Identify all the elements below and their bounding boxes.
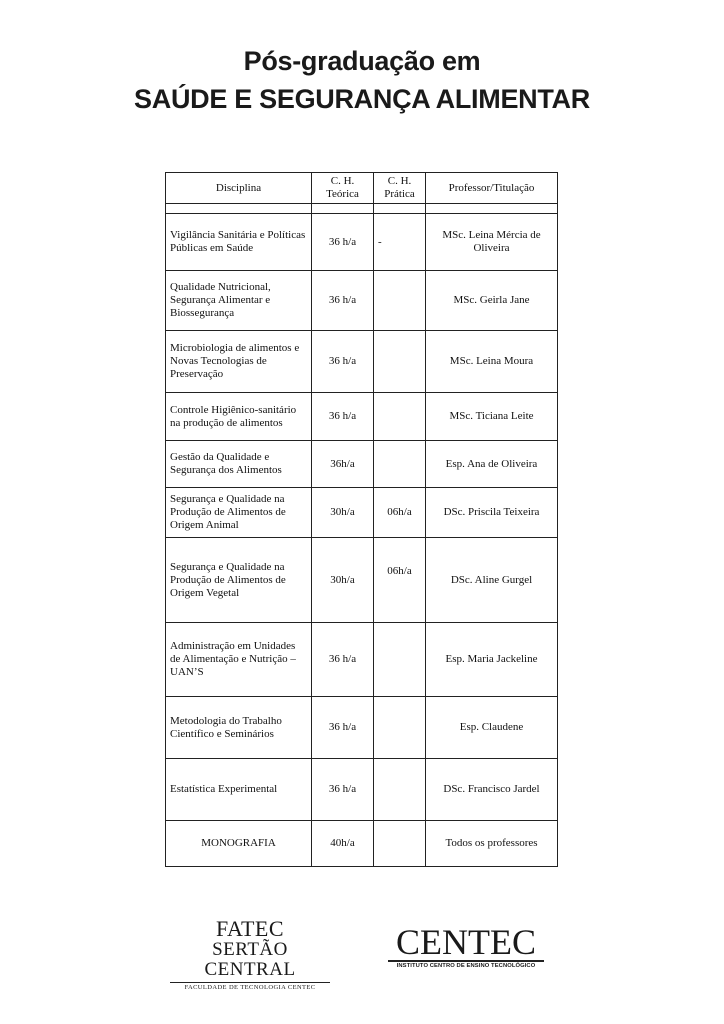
- centec-logo-tagline: INSTITUTO CENTRO DE ENSINO TECNOLÓGICO: [388, 960, 544, 971]
- table-row: [166, 759, 558, 821]
- cell-disciplina: Administração em Unidades de Alimentação e Nutrição – UAN’S: [166, 623, 312, 697]
- centec-logo: [388, 924, 544, 971]
- cell-professor: MSc. Geirla Jane: [426, 271, 558, 331]
- column-header-ch-teorica: C. H. Teórica: [312, 173, 374, 204]
- cell-ch-pratica: 06h/a: [374, 538, 426, 623]
- cell-ch-pratica: 06h/a: [374, 488, 426, 538]
- cell-professor: MSc. Ticiana Leite: [426, 393, 558, 441]
- cell-ch-pratica: [374, 271, 426, 331]
- centec-logo-name: CENTEC: [396, 922, 536, 962]
- curriculum-table: [165, 172, 558, 867]
- cell-disciplina: Qualidade Nutricional, Segurança Alimentar e Biossegurança: [166, 271, 312, 331]
- cell-disciplina: Metodologia do Trabalho Científico e Seminários: [166, 697, 312, 759]
- cell-ch-teorica: 36 h/a: [312, 697, 374, 759]
- cell-ch-pratica: [374, 697, 426, 759]
- cell-professor: DSc. Aline Gurgel: [426, 538, 558, 623]
- fatec-logo: [170, 918, 330, 993]
- cell-disciplina: Vigilância Sanitária e Políticas Públicas em Saúde: [166, 214, 312, 271]
- fatec-logo-name: FATEC: [215, 916, 285, 941]
- cell-professor: Todos os professores: [426, 821, 558, 867]
- cell-professor: DSc. Francisco Jardel: [426, 759, 558, 821]
- cell-ch-pratica: [374, 759, 426, 821]
- cell-disciplina: MONOGRAFIA: [166, 821, 312, 867]
- cell-ch-teorica: 40h/a: [312, 821, 374, 867]
- cell-ch-pratica: [374, 821, 426, 867]
- cell-ch-pratica: [374, 331, 426, 393]
- cell-ch-teorica: 36 h/a: [312, 759, 374, 821]
- table-row: [166, 821, 558, 867]
- cell-ch-teorica: 36 h/a: [312, 623, 374, 697]
- cell-disciplina: Estatística Experimental: [166, 759, 312, 821]
- cell-ch-teorica: 36h/a: [312, 441, 374, 488]
- column-header-professor: Professor/Titulação: [426, 173, 558, 204]
- cell-professor: MSc. Leina Mércia de Oliveira: [426, 214, 558, 271]
- column-header-ch-pratica: C. H. Prática: [374, 173, 426, 204]
- table-row: [166, 488, 558, 538]
- table-row: [166, 538, 558, 623]
- cell-disciplina: Gestão da Qualidade e Segurança dos Alimentos: [166, 441, 312, 488]
- cell-disciplina: Microbiologia de alimentos e Novas Tecnologias de Preservação: [166, 331, 312, 393]
- page-subtitle: SAÚDE E SEGURANÇA ALIMENTAR: [134, 84, 590, 114]
- cell-professor: Esp. Maria Jackeline: [426, 623, 558, 697]
- cell-ch-teorica: 36 h/a: [312, 271, 374, 331]
- fatec-logo-tagline: FACULDADE DE TECNOLOGIA CENTEC: [184, 984, 316, 991]
- column-header-disciplina: Disciplina: [166, 173, 312, 204]
- cell-ch-teorica: 36 h/a: [312, 331, 374, 393]
- cell-ch-pratica: [374, 393, 426, 441]
- cell-ch-teorica: 36 h/a: [312, 214, 374, 271]
- table-row: [166, 271, 558, 331]
- cell-ch-pratica: [374, 623, 426, 697]
- table-row: [166, 623, 558, 697]
- cell-professor: DSc. Priscila Teixeira: [426, 488, 558, 538]
- cell-ch-teorica: 36 h/a: [312, 393, 374, 441]
- table-header-row: [166, 173, 558, 204]
- table-row: [166, 697, 558, 759]
- cell-ch-pratica: -: [374, 214, 426, 271]
- cell-professor: Esp. Ana de Oliveira: [426, 441, 558, 488]
- fatec-logo-campus: SERTÃO CENTRAL: [170, 940, 330, 983]
- table-row: [166, 331, 558, 393]
- cell-professor: Esp. Claudene: [426, 697, 558, 759]
- cell-ch-teorica: 30h/a: [312, 488, 374, 538]
- table-spacer-row: [166, 204, 558, 214]
- table-row: [166, 393, 558, 441]
- cell-disciplina: Controle Higiênico-sanitário na produção de alimentos: [166, 393, 312, 441]
- table-row: [166, 441, 558, 488]
- cell-ch-teorica: 30h/a: [312, 538, 374, 623]
- cell-professor: MSc. Leina Moura: [426, 331, 558, 393]
- cell-ch-pratica: [374, 441, 426, 488]
- cell-disciplina: Segurança e Qualidade na Produção de Alimentos de Origem Vegetal: [166, 538, 312, 623]
- table-row: [166, 214, 558, 271]
- cell-disciplina: Segurança e Qualidade na Produção de Alimentos de Origem Animal: [166, 488, 312, 538]
- page-title: Pós-graduação em: [243, 46, 481, 76]
